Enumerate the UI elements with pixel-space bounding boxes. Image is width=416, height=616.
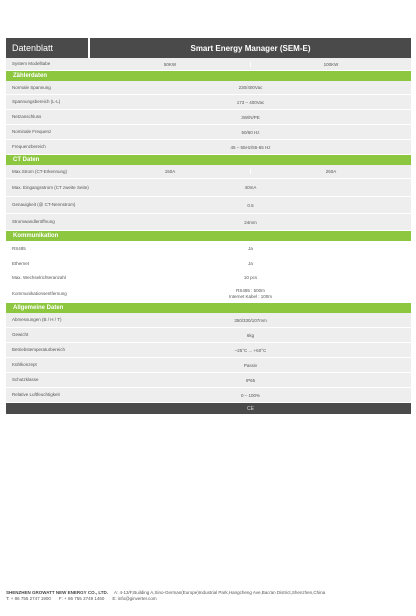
row-label: Kühlkonzept (12, 362, 37, 368)
table-row (6, 140, 411, 155)
row-value: 0.5 (247, 202, 254, 208)
row-value: 24mm (244, 219, 257, 225)
table-row (6, 388, 411, 403)
row-value: –25°C ... +60°C (234, 347, 267, 353)
row-label: Netzanschluss (12, 114, 42, 120)
row-label: Stromwandleröffnung (12, 219, 55, 225)
row-value: 250A (250, 169, 411, 174)
row-label: System Modelltabe (12, 61, 51, 67)
row-label: Frequenzbereich (12, 144, 46, 150)
table-row (6, 328, 411, 343)
table-row (6, 110, 411, 125)
row-label: Relative Luftfeuchtigkeit (12, 392, 60, 398)
table-row (6, 165, 411, 179)
row-label: Nominale Frequenz (12, 129, 52, 135)
model-row (6, 58, 411, 71)
row-label: Gewicht (12, 332, 29, 338)
row-value: 45 – 55Hz/55-65 Hz (230, 144, 271, 150)
table-row (6, 95, 411, 110)
row-label: Abmessungen (B / H / T) (12, 317, 62, 323)
row-value: 0 – 100% (240, 392, 260, 398)
row-value: 3W/N/PE (241, 114, 260, 120)
row-value: Passiv (243, 362, 258, 368)
datasheet (6, 38, 411, 414)
row-label: Max.Strom (CT-Erkennung) (12, 168, 68, 174)
row-value: Ja (248, 261, 253, 266)
datasheet-header (6, 38, 411, 58)
row-value: Ja (248, 246, 253, 251)
model-50kw: 50KW (163, 61, 177, 67)
certification-row (6, 403, 411, 414)
table-row (6, 271, 411, 285)
model-100kw: 100KW (250, 62, 411, 67)
row-label: Max. Eingangsstrom (CT zweite Seite) (12, 184, 89, 190)
row-label: Genauigkeit (@ CT-Nennstrom) (12, 202, 76, 208)
section-title: Kommunikation (6, 231, 411, 241)
row-value: RS485 : 500m Internet Kabel : 100m (228, 288, 273, 299)
table-row (6, 214, 411, 231)
page-footer (6, 590, 411, 603)
section-title: Zählerdaten (6, 71, 411, 81)
email-address: E: info@ginverter.com (112, 596, 157, 602)
section-title: Allgemeine Daten (6, 303, 411, 313)
table-row (6, 313, 411, 328)
row-value: IP65 (245, 377, 256, 383)
row-label: Betriebstemperaturbereich (12, 347, 66, 353)
row-value: 150A (164, 169, 176, 174)
row-value: 10 pcs (243, 275, 258, 280)
row-value: 173 – 400Vac (236, 99, 265, 105)
row-value: 50/60 Hz (241, 129, 260, 135)
table-row (6, 343, 411, 358)
company-address: A: 4-13/F,Building A,Sino-German(Europe)Industrial Park,Hangcheng Ave,Bao'an District,Shenzhen,China (114, 590, 326, 595)
row-label: Spannungsbereich (L-L) (12, 99, 61, 105)
table-row (6, 373, 411, 388)
table-row (6, 125, 411, 140)
row-value: 350/330/107mm (234, 317, 267, 323)
certification-value: CE (247, 405, 254, 412)
table-row (6, 358, 411, 373)
row-label: RS485 (12, 245, 26, 251)
section-title: CT Daten (6, 155, 411, 165)
table-row (6, 257, 411, 271)
product-title: Smart Energy Manager (SEM-E) (90, 38, 411, 58)
table-row (6, 241, 411, 257)
table-row (6, 81, 411, 95)
row-label: Normale Spannung (12, 84, 51, 90)
datasheet-label: Datenblatt (6, 38, 88, 58)
row-value: 6kg (246, 332, 255, 338)
row-label: Kommunikationsentfernung (12, 290, 67, 296)
fax-number: F: + 86 755 2749 1460 (58, 596, 105, 602)
company-name: SHENZHEN GROWATT NEW ENERGY CO., LTD. (6, 590, 109, 595)
row-value: 230/400Vac (238, 85, 263, 90)
row-label: Ethernet (12, 260, 30, 266)
table-row (6, 285, 411, 303)
row-label: Schutzklasse (12, 377, 39, 383)
row-value: 40mA (244, 185, 257, 190)
table-row (6, 179, 411, 197)
row-label: Max. Wechselrichteranzahl (12, 274, 66, 280)
phone-number: T: + 86 755 2747 1900 (6, 596, 51, 602)
table-row (6, 197, 411, 214)
